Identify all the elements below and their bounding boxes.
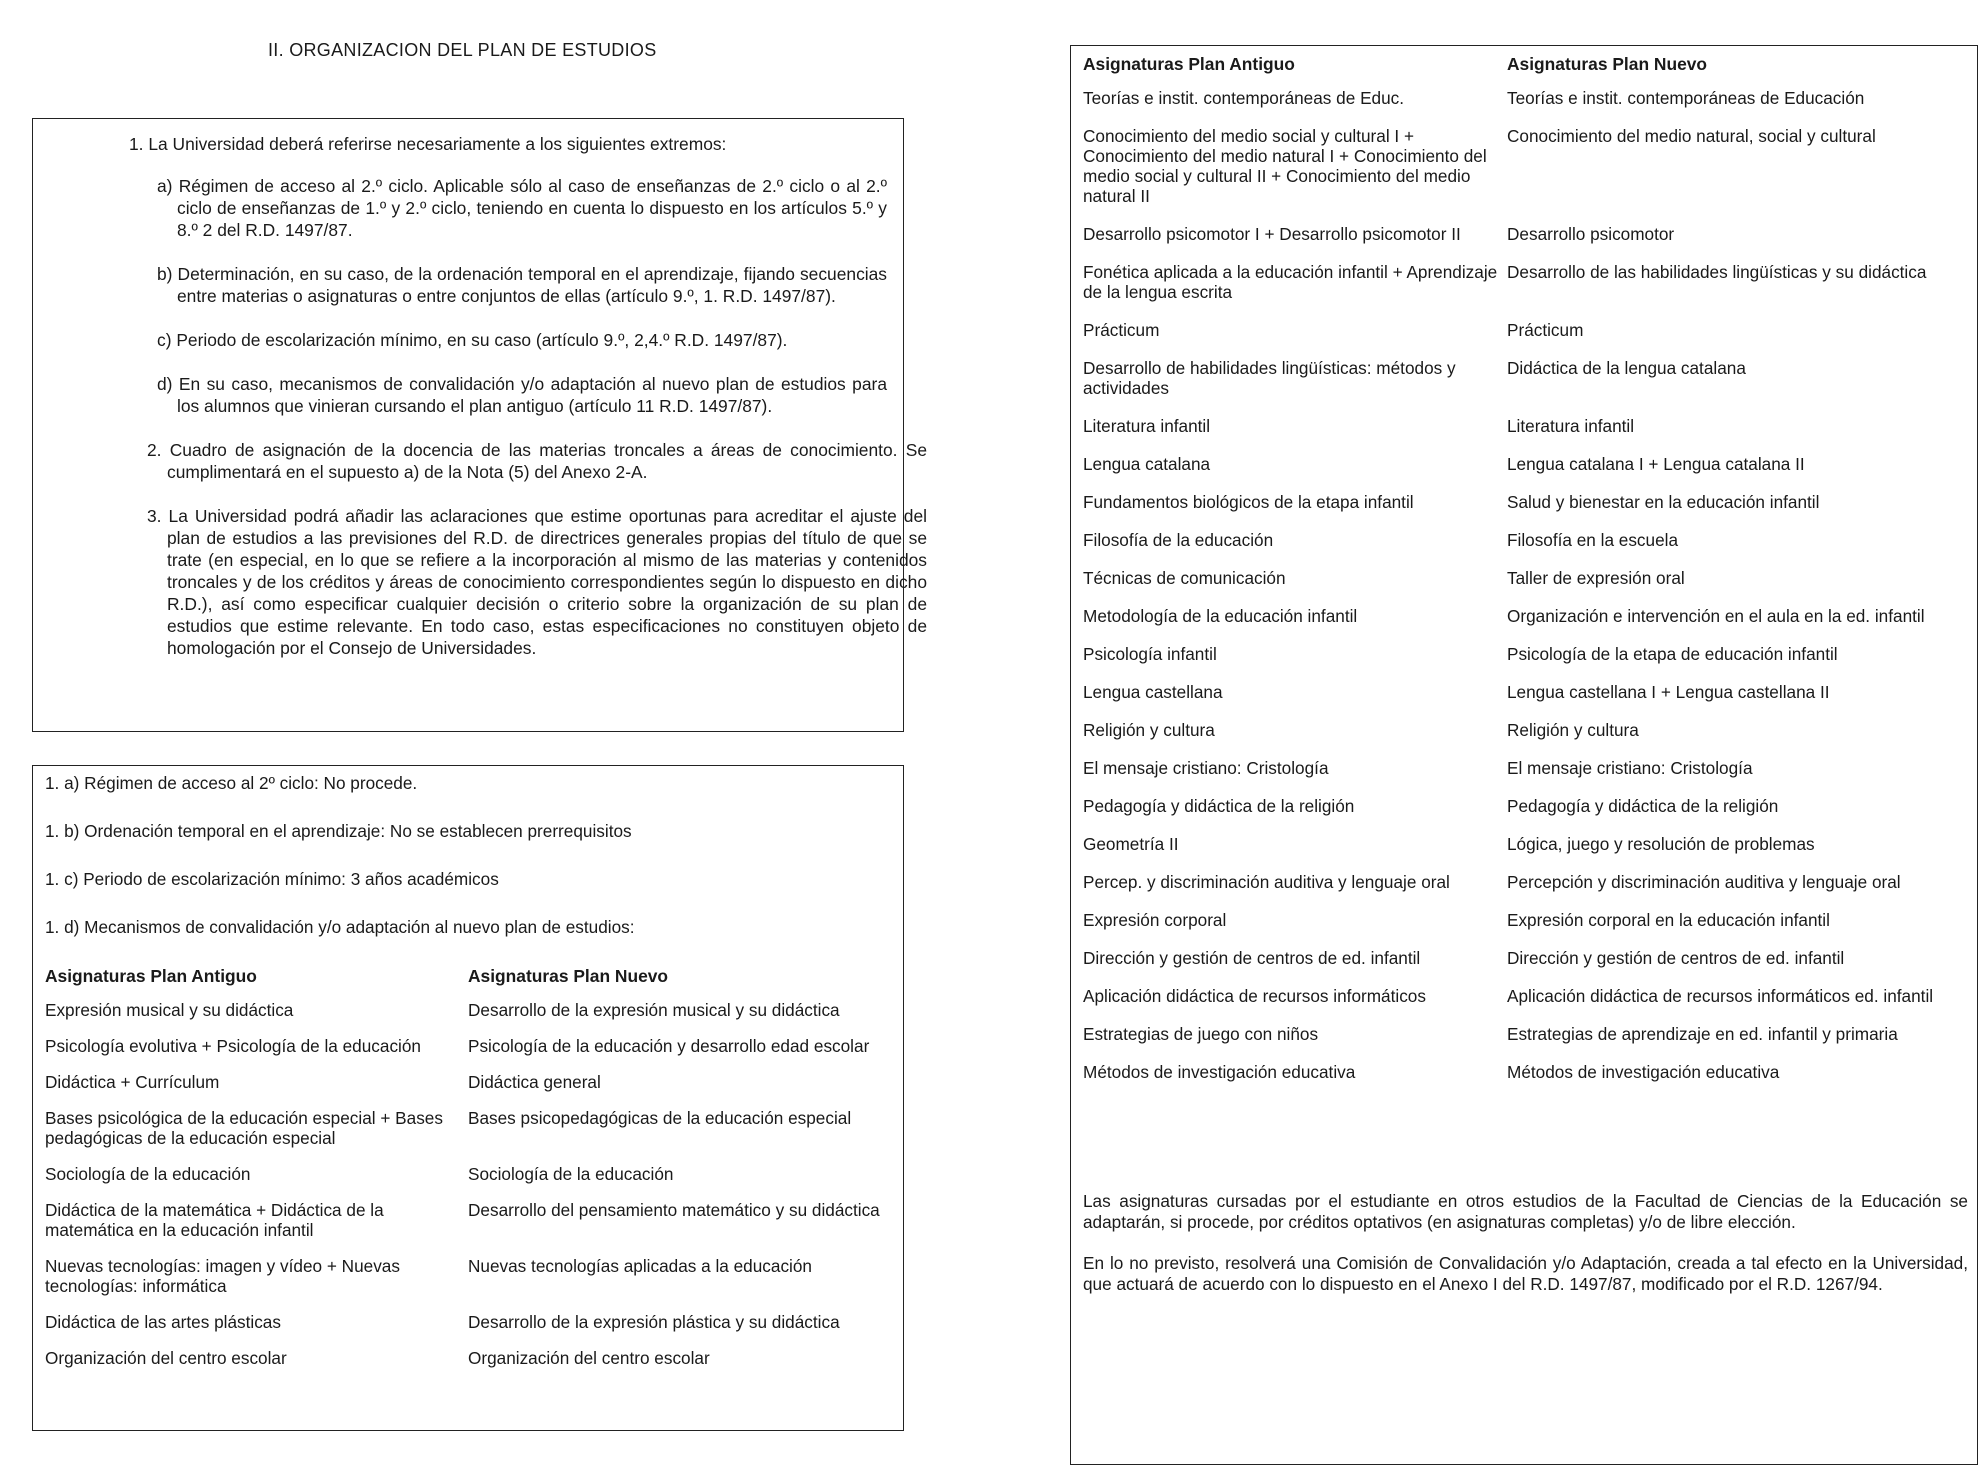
table-row [45, 1312, 895, 1348]
new-subject-cell: Aplicación didáctica de recursos informáticos ed. infantil [1507, 986, 1934, 1006]
old-subject-cell: Didáctica de la matemática + Didáctica de la matemática en la educación infantil [45, 1200, 384, 1240]
table-row [1083, 358, 1973, 416]
old-subject-cell: Bases psicológica de la educación especial + Bases pedagógicas de la educación especial [45, 1108, 443, 1148]
table-row [1083, 948, 1973, 986]
old-subject-cell: El mensaje cristiano: Cristología [1083, 758, 1329, 778]
old-subject-cell: Desarrollo de habilidades lingüísticas: métodos y actividades [1083, 358, 1456, 398]
new-subject-cell: Psicología de la educación y desarrollo edad escolar [468, 1036, 870, 1056]
old-subject-cell: Psicología infantil [1083, 644, 1217, 664]
instruction-sub-c: c) Periodo de escolarización mínimo, en su caso (artículo 9.º, 2,4.º R.D. 1497/87). [157, 330, 788, 350]
table-row [45, 1200, 895, 1256]
table-row [1083, 986, 1973, 1024]
old-subject-cell: Prácticum [1083, 320, 1160, 340]
new-subject-cell: Prácticum [1507, 320, 1584, 340]
new-subject-cell: Lengua catalana I + Lengua catalana II [1507, 454, 1805, 474]
column-header-old-plan: Asignaturas Plan Antiguo [1083, 54, 1295, 74]
old-subject-cell: Didáctica + Currículum [45, 1072, 220, 1092]
table-row [1083, 644, 1973, 682]
note-paragraph-2: En lo no previsto, resolverá una Comisión de Convalidación y/o Adaptación, creada a tal efecto en la Universidad, que actuará de acuerdo con lo dispuesto en el Anexo I del R.D. 1497/87, modificado por el R.D. 1267/94. [1083, 1253, 1968, 1294]
new-subject-cell: Didáctica general [468, 1072, 601, 1092]
table-row [1083, 682, 1973, 720]
old-subject-cell: Psicología evolutiva + Psicología de la educación [45, 1036, 421, 1056]
instruction-item-1: 1. La Universidad deberá referirse necesariamente a los siguientes extremos: [129, 134, 727, 154]
old-subject-cell: Metodología de la educación infantil [1083, 606, 1358, 626]
new-subject-cell: Desarrollo psicomotor [1507, 224, 1675, 244]
table-row [1083, 262, 1973, 320]
old-subject-cell: Nuevas tecnologías: imagen y vídeo + Nuevas tecnologías: informática [45, 1256, 400, 1296]
instructions-list [97, 133, 927, 659]
table-row [45, 1108, 895, 1164]
new-subject-cell: Desarrollo del pensamiento matemático y su didáctica [468, 1200, 880, 1220]
new-subject-cell: Sociología de la educación [468, 1164, 674, 1184]
old-subject-cell: Estrategias de juego con niños [1083, 1024, 1319, 1044]
table-row [1083, 320, 1973, 358]
response-line-b: 1. b) Ordenación temporal en el aprendizaje: No se establecen prerrequisitos [45, 821, 632, 841]
table-row [1083, 606, 1973, 644]
table-row [1083, 834, 1973, 872]
instruction-item-2: 2. Cuadro de asignación de la docencia de las materias troncales a áreas de conocimiento. Se cumplimentará en el supuesto a) de la Nota (5) del Anexo 2-A. [147, 440, 927, 482]
new-subject-cell: Psicología de la etapa de educación infantil [1507, 644, 1838, 664]
table-row [45, 1036, 895, 1072]
new-subject-cell: El mensaje cristiano: Cristología [1507, 758, 1753, 778]
old-subject-cell: Expresión musical y su didáctica [45, 1000, 294, 1020]
table-row [1083, 416, 1973, 454]
old-subject-cell: Pedagogía y didáctica de la religión [1083, 796, 1355, 816]
old-subject-cell: Lengua castellana [1083, 682, 1223, 702]
old-subject-cell: Literatura infantil [1083, 416, 1211, 436]
old-subject-cell: Técnicas de comunicación [1083, 568, 1286, 588]
table-row [1083, 872, 1973, 910]
instruction-sub-d: d) En su caso, mecanismos de convalidación y/o adaptación al nuevo plan de estudios para los alumnos que vinieran cursando el plan antiguo (artículo 11 R.D. 1497/87). [157, 374, 887, 416]
table-row [1083, 224, 1973, 262]
table-row [1083, 454, 1973, 492]
table-row [1083, 720, 1973, 758]
new-subject-cell: Teorías e instit. contemporáneas de Educación [1507, 88, 1865, 108]
notes [1083, 1191, 1968, 1315]
table-row [1083, 492, 1973, 530]
column-header-old-plan: Asignaturas Plan Antiguo [45, 966, 257, 986]
new-subject-cell: Desarrollo de las habilidades lingüísticas y su didáctica [1507, 262, 1927, 282]
old-subject-cell: Filosofía de la educación [1083, 530, 1274, 550]
new-subject-cell: Salud y bienestar en la educación infantil [1507, 492, 1820, 512]
responses-box [32, 765, 904, 1431]
new-subject-cell: Dirección y gestión de centros de ed. infantil [1507, 948, 1845, 968]
new-subject-cell: Organización del centro escolar [468, 1348, 710, 1368]
responses-list [45, 772, 895, 938]
new-subject-cell: Percepción y discriminación auditiva y lenguaje oral [1507, 872, 1901, 892]
table-row [45, 1000, 895, 1036]
table-row [1083, 530, 1973, 568]
new-subject-cell: Religión y cultura [1507, 720, 1639, 740]
new-subject-cell: Filosofía en la escuela [1507, 530, 1679, 550]
table-row [45, 1072, 895, 1108]
old-subject-cell: Desarrollo psicomotor I + Desarrollo psicomotor II [1083, 224, 1461, 244]
table-row [1083, 1024, 1973, 1062]
old-subject-cell: Religión y cultura [1083, 720, 1215, 740]
old-subject-cell: Fonética aplicada a la educación infantil + Aprendizaje de la lengua escrita [1083, 262, 1498, 302]
old-subject-cell: Geometría II [1083, 834, 1179, 854]
new-subject-cell: Lógica, juego y resolución de problemas [1507, 834, 1815, 854]
new-subject-cell: Métodos de investigación educativa [1507, 1062, 1780, 1082]
response-line-a: 1. a) Régimen de acceso al 2º ciclo: No procede. [45, 773, 418, 793]
old-subject-cell: Teorías e instit. contemporáneas de Educ. [1083, 88, 1405, 108]
page-title: II. ORGANIZACION DEL PLAN DE ESTUDIOS [268, 40, 657, 60]
old-subject-cell: Sociología de la educación [45, 1164, 251, 1184]
column-header-new-plan: Asignaturas Plan Nuevo [468, 966, 669, 986]
new-subject-cell: Nuevas tecnologías aplicadas a la educación [468, 1256, 812, 1276]
new-subject-cell: Lengua castellana I + Lengua castellana II [1507, 682, 1830, 702]
table-row [45, 1256, 895, 1312]
new-subject-cell: Taller de expresión oral [1507, 568, 1685, 588]
old-subject-cell: Organización del centro escolar [45, 1348, 287, 1368]
column-header-new-plan: Asignaturas Plan Nuevo [1507, 54, 1708, 74]
old-subject-cell: Dirección y gestión de centros de ed. infantil [1083, 948, 1421, 968]
old-subject-cell: Métodos de investigación educativa [1083, 1062, 1356, 1082]
adaptation-table-left [45, 966, 895, 1384]
old-subject-cell: Lengua catalana [1083, 454, 1211, 474]
new-subject-cell: Expresión corporal en la educación infantil [1507, 910, 1830, 930]
table-row [1083, 568, 1973, 606]
adaptation-table-right-body [1083, 88, 1973, 1100]
table-row [1083, 796, 1973, 834]
adaptation-table-right [1083, 54, 1973, 1100]
new-subject-cell: Organización e intervención en el aula en la ed. infantil [1507, 606, 1925, 626]
instruction-sub-a: a) Régimen de acceso al 2.º ciclo. Aplicable sólo al caso de enseñanzas de 2.º ciclo o al 2.º ciclo de enseñanzas de 1.º y 2.º ciclo, teniendo en cuenta lo dispuesto en los artículos 5.º y 8.º 2 del R.D. 1497/87. [157, 176, 887, 240]
new-subject-cell: Pedagogía y didáctica de la religión [1507, 796, 1779, 816]
table-row [45, 1348, 895, 1384]
old-subject-cell: Percep. y discriminación auditiva y lenguaje oral [1083, 872, 1450, 892]
instruction-item-3: 3. La Universidad podrá añadir las aclaraciones que estime oportunas para acreditar el ajuste del plan de estudios a las previsiones del R.D. de directrices generales propias del título de que se trate (en especial, en lo que se refiere a la incorporación al mismo de las materias y contenidos troncales y de los créditos y áreas de conocimiento correspondientes según lo dispuesto en dicho R.D.), así como especificar cualquier decisión o criterio sobre la organización de su plan de estudios que estime relevante. En todo caso, estas especificaciones no constituyen objeto de homologación por el Consejo de Universidades. [147, 506, 927, 658]
adaptation-table-left-body [45, 1000, 895, 1384]
old-subject-cell: Fundamentos biológicos de la etapa infantil [1083, 492, 1414, 512]
instructions-box [32, 118, 927, 732]
old-subject-cell: Expresión corporal [1083, 910, 1227, 930]
new-subject-cell: Bases psicopedagógicas de la educación especial [468, 1108, 852, 1128]
old-subject-cell: Didáctica de las artes plásticas [45, 1312, 281, 1332]
table-row [1083, 1062, 1973, 1100]
table-row [1083, 758, 1973, 796]
note-paragraph-1: Las asignaturas cursadas por el estudiante en otros estudios de la Facultad de Ciencias de la Educación se adaptarán, si procede, por créditos optativos (en asignaturas completas) y/o de libre elección. [1083, 1191, 1968, 1232]
old-subject-cell: Conocimiento del medio social y cultural I + Conocimiento del medio natural I + Conocimiento del medio social y cultural II + Conocimiento del medio natural II [1083, 126, 1487, 206]
new-subject-cell: Literatura infantil [1507, 416, 1635, 436]
new-subject-cell: Desarrollo de la expresión musical y su didáctica [468, 1000, 840, 1020]
instruction-sub-b: b) Determinación, en su caso, de la ordenación temporal en el aprendizaje, fijando secuencias entre materias o asignaturas o entre conjuntos de ellas (artículo 9.º, 1. R.D. 1497/87). [157, 264, 887, 306]
response-line-c: 1. c) Periodo de escolarización mínimo: 3 años académicos [45, 869, 499, 889]
table-row [1083, 126, 1973, 224]
table-row [45, 1164, 895, 1200]
new-subject-cell: Didáctica de la lengua catalana [1507, 358, 1746, 378]
table-row [1083, 88, 1973, 126]
table-row [1083, 910, 1973, 948]
old-subject-cell: Aplicación didáctica de recursos informáticos [1083, 986, 1426, 1006]
new-subject-cell: Desarrollo de la expresión plástica y su didáctica [468, 1312, 840, 1332]
continuation-box [1070, 45, 1978, 1465]
response-line-d: 1. d) Mecanismos de convalidación y/o adaptación al nuevo plan de estudios: [45, 917, 635, 937]
new-subject-cell: Conocimiento del medio natural, social y cultural [1507, 126, 1876, 146]
new-subject-cell: Estrategias de aprendizaje en ed. infantil y primaria [1507, 1024, 1898, 1044]
